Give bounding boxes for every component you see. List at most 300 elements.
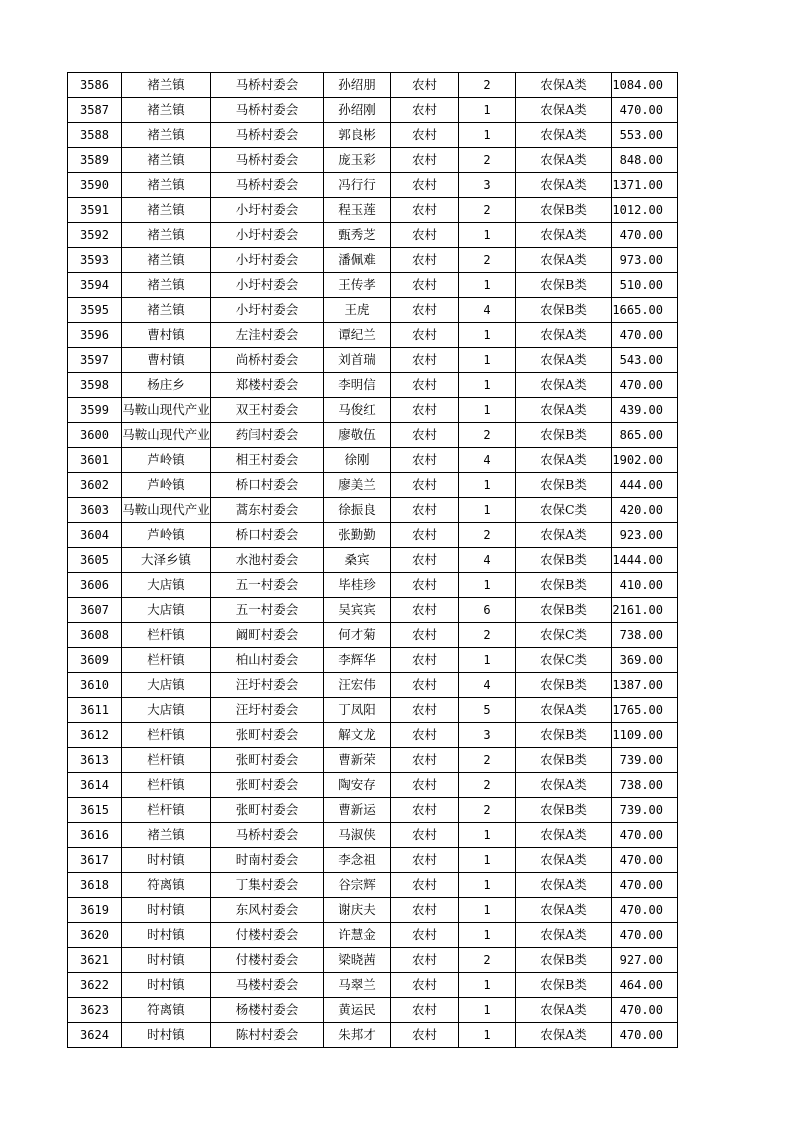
village-cell: 马桥村委会: [211, 173, 324, 198]
name-cell: 陶安存: [324, 773, 391, 798]
area-type-cell: 农村: [391, 373, 459, 398]
serial-cell: 3617: [68, 848, 122, 873]
town-cell: 马鞍山现代产业: [122, 398, 211, 423]
village-cell: 尚桥村委会: [211, 348, 324, 373]
category-cell: 农保A类: [516, 73, 612, 98]
serial-cell: 3592: [68, 223, 122, 248]
amount-cell: 444.00: [612, 473, 678, 498]
amount-cell: 369.00: [612, 648, 678, 673]
table-row: [68, 673, 678, 698]
amount-cell: 1665.00: [612, 298, 678, 323]
category-cell: 农保A类: [516, 873, 612, 898]
serial-cell: 3590: [68, 173, 122, 198]
serial-cell: 3606: [68, 573, 122, 598]
serial-cell: 3593: [68, 248, 122, 273]
category-cell: 农保A类: [516, 98, 612, 123]
serial-cell: 3596: [68, 323, 122, 348]
category-cell: 农保B类: [516, 298, 612, 323]
village-cell: 东风村委会: [211, 898, 324, 923]
household-size-cell: 1: [459, 898, 516, 923]
serial-cell: 3610: [68, 673, 122, 698]
village-cell: 张町村委会: [211, 773, 324, 798]
amount-cell: 973.00: [612, 248, 678, 273]
household-size-cell: 1: [459, 848, 516, 873]
town-cell: 褚兰镇: [122, 248, 211, 273]
village-cell: 柏山村委会: [211, 648, 324, 673]
category-cell: 农保B类: [516, 473, 612, 498]
serial-cell: 3595: [68, 298, 122, 323]
town-cell: 曹村镇: [122, 348, 211, 373]
serial-cell: 3594: [68, 273, 122, 298]
name-cell: 曹新荣: [324, 748, 391, 773]
village-cell: 张町村委会: [211, 723, 324, 748]
village-cell: 张町村委会: [211, 748, 324, 773]
household-size-cell: 2: [459, 423, 516, 448]
area-type-cell: 农村: [391, 873, 459, 898]
area-type-cell: 农村: [391, 573, 459, 598]
name-cell: 朱邦才: [324, 1023, 391, 1048]
area-type-cell: 农村: [391, 923, 459, 948]
village-cell: 马桥村委会: [211, 123, 324, 148]
serial-cell: 3603: [68, 498, 122, 523]
town-cell: 褚兰镇: [122, 148, 211, 173]
category-cell: 农保B类: [516, 548, 612, 573]
area-type-cell: 农村: [391, 648, 459, 673]
amount-cell: 470.00: [612, 1023, 678, 1048]
table-row: [68, 348, 678, 373]
name-cell: 汪宏伟: [324, 673, 391, 698]
name-cell: 谢庆夫: [324, 898, 391, 923]
amount-cell: 865.00: [612, 423, 678, 448]
household-size-cell: 1: [459, 973, 516, 998]
serial-cell: 3608: [68, 623, 122, 648]
town-cell: 褚兰镇: [122, 298, 211, 323]
village-cell: 小圩村委会: [211, 273, 324, 298]
category-cell: 农保A类: [516, 523, 612, 548]
table-row: [68, 623, 678, 648]
serial-cell: 3612: [68, 723, 122, 748]
village-cell: 小圩村委会: [211, 223, 324, 248]
amount-cell: 1387.00: [612, 673, 678, 698]
table-row: [68, 248, 678, 273]
town-cell: 褚兰镇: [122, 173, 211, 198]
category-cell: 农保A类: [516, 898, 612, 923]
category-cell: 农保B类: [516, 798, 612, 823]
household-size-cell: 2: [459, 73, 516, 98]
category-cell: 农保A类: [516, 1023, 612, 1048]
serial-cell: 3611: [68, 698, 122, 723]
amount-cell: 1109.00: [612, 723, 678, 748]
area-type-cell: 农村: [391, 448, 459, 473]
village-cell: 左洼村委会: [211, 323, 324, 348]
category-cell: 农保B类: [516, 673, 612, 698]
town-cell: 时村镇: [122, 923, 211, 948]
serial-cell: 3622: [68, 973, 122, 998]
household-size-cell: 2: [459, 248, 516, 273]
category-cell: 农保A类: [516, 248, 612, 273]
town-cell: 褚兰镇: [122, 223, 211, 248]
table-row: [68, 373, 678, 398]
table-row: [68, 123, 678, 148]
household-size-cell: 2: [459, 148, 516, 173]
area-type-cell: 农村: [391, 123, 459, 148]
village-cell: 马桥村委会: [211, 823, 324, 848]
category-cell: 农保B类: [516, 573, 612, 598]
serial-cell: 3607: [68, 598, 122, 623]
town-cell: 栏杆镇: [122, 798, 211, 823]
household-size-cell: 4: [459, 448, 516, 473]
area-type-cell: 农村: [391, 848, 459, 873]
household-size-cell: 3: [459, 723, 516, 748]
amount-cell: 420.00: [612, 498, 678, 523]
category-cell: 农保A类: [516, 448, 612, 473]
amount-cell: 439.00: [612, 398, 678, 423]
town-cell: 褚兰镇: [122, 823, 211, 848]
category-cell: 农保A类: [516, 848, 612, 873]
table-row: [68, 698, 678, 723]
category-cell: 农保A类: [516, 173, 612, 198]
table-row: [68, 273, 678, 298]
village-cell: 杨楼村委会: [211, 998, 324, 1023]
serial-cell: 3605: [68, 548, 122, 573]
name-cell: 王传孝: [324, 273, 391, 298]
town-cell: 大店镇: [122, 673, 211, 698]
amount-cell: 1765.00: [612, 698, 678, 723]
area-type-cell: 农村: [391, 673, 459, 698]
serial-cell: 3618: [68, 873, 122, 898]
town-cell: 褚兰镇: [122, 123, 211, 148]
area-type-cell: 农村: [391, 823, 459, 848]
area-type-cell: 农村: [391, 498, 459, 523]
serial-cell: 3609: [68, 648, 122, 673]
household-size-cell: 1: [459, 998, 516, 1023]
category-cell: 农保A类: [516, 823, 612, 848]
town-cell: 时村镇: [122, 948, 211, 973]
town-cell: 时村镇: [122, 1023, 211, 1048]
town-cell: 马鞍山现代产业: [122, 498, 211, 523]
name-cell: 廖敬伍: [324, 423, 391, 448]
household-size-cell: 2: [459, 198, 516, 223]
household-size-cell: 1: [459, 823, 516, 848]
table-row: [68, 998, 678, 1023]
village-cell: 马桥村委会: [211, 98, 324, 123]
household-size-cell: 1: [459, 323, 516, 348]
area-type-cell: 农村: [391, 273, 459, 298]
amount-cell: 464.00: [612, 973, 678, 998]
town-cell: 时村镇: [122, 973, 211, 998]
household-size-cell: 1: [459, 648, 516, 673]
serial-cell: 3588: [68, 123, 122, 148]
household-size-cell: 4: [459, 548, 516, 573]
household-size-cell: 1: [459, 273, 516, 298]
village-cell: 小圩村委会: [211, 298, 324, 323]
town-cell: 符离镇: [122, 998, 211, 1023]
town-cell: 栏杆镇: [122, 648, 211, 673]
table-row: [68, 798, 678, 823]
category-cell: 农保B类: [516, 723, 612, 748]
category-cell: 农保A类: [516, 323, 612, 348]
relief-table: [67, 72, 678, 1048]
area-type-cell: 农村: [391, 623, 459, 648]
serial-cell: 3587: [68, 98, 122, 123]
village-cell: 水池村委会: [211, 548, 324, 573]
amount-cell: 2161.00: [612, 598, 678, 623]
area-type-cell: 农村: [391, 473, 459, 498]
amount-cell: 738.00: [612, 623, 678, 648]
table-row: [68, 448, 678, 473]
village-cell: 桥口村委会: [211, 473, 324, 498]
table-row: [68, 873, 678, 898]
town-cell: 褚兰镇: [122, 273, 211, 298]
name-cell: 梁晓茜: [324, 948, 391, 973]
name-cell: 张勤勤: [324, 523, 391, 548]
village-cell: 汪圩村委会: [211, 673, 324, 698]
town-cell: 褚兰镇: [122, 98, 211, 123]
table-row: [68, 198, 678, 223]
table-row: [68, 898, 678, 923]
name-cell: 孙绍朋: [324, 73, 391, 98]
name-cell: 甄秀芝: [324, 223, 391, 248]
amount-cell: 470.00: [612, 898, 678, 923]
amount-cell: 410.00: [612, 573, 678, 598]
household-size-cell: 2: [459, 748, 516, 773]
category-cell: 农保A类: [516, 223, 612, 248]
village-cell: 阚町村委会: [211, 623, 324, 648]
town-cell: 芦岭镇: [122, 523, 211, 548]
name-cell: 谭纪兰: [324, 323, 391, 348]
area-type-cell: 农村: [391, 323, 459, 348]
name-cell: 马俊红: [324, 398, 391, 423]
area-type-cell: 农村: [391, 548, 459, 573]
name-cell: 冯行行: [324, 173, 391, 198]
amount-cell: 1444.00: [612, 548, 678, 573]
category-cell: 农保B类: [516, 948, 612, 973]
area-type-cell: 农村: [391, 73, 459, 98]
table-row: [68, 723, 678, 748]
category-cell: 农保B类: [516, 198, 612, 223]
village-cell: 五一村委会: [211, 598, 324, 623]
village-cell: 桥口村委会: [211, 523, 324, 548]
village-cell: 药闫村委会: [211, 423, 324, 448]
area-type-cell: 农村: [391, 223, 459, 248]
amount-cell: 1084.00: [612, 73, 678, 98]
area-type-cell: 农村: [391, 948, 459, 973]
name-cell: 曹新运: [324, 798, 391, 823]
area-type-cell: 农村: [391, 723, 459, 748]
town-cell: 时村镇: [122, 898, 211, 923]
town-cell: 大店镇: [122, 698, 211, 723]
village-cell: 马桥村委会: [211, 148, 324, 173]
town-cell: 符离镇: [122, 873, 211, 898]
area-type-cell: 农村: [391, 1023, 459, 1048]
town-cell: 栏杆镇: [122, 748, 211, 773]
category-cell: 农保A类: [516, 348, 612, 373]
household-size-cell: 1: [459, 98, 516, 123]
village-cell: 小圩村委会: [211, 198, 324, 223]
name-cell: 李辉华: [324, 648, 391, 673]
area-type-cell: 农村: [391, 598, 459, 623]
table-row: [68, 98, 678, 123]
table-row: [68, 498, 678, 523]
village-cell: 马桥村委会: [211, 73, 324, 98]
category-cell: 农保B类: [516, 423, 612, 448]
village-cell: 付楼村委会: [211, 948, 324, 973]
serial-cell: 3621: [68, 948, 122, 973]
area-type-cell: 农村: [391, 698, 459, 723]
name-cell: 许慧金: [324, 923, 391, 948]
amount-cell: 470.00: [612, 998, 678, 1023]
area-type-cell: 农村: [391, 198, 459, 223]
town-cell: 大店镇: [122, 598, 211, 623]
serial-cell: 3623: [68, 998, 122, 1023]
name-cell: 解文龙: [324, 723, 391, 748]
serial-cell: 3613: [68, 748, 122, 773]
table-row: [68, 598, 678, 623]
table-row: [68, 948, 678, 973]
village-cell: 时南村委会: [211, 848, 324, 873]
village-cell: 付楼村委会: [211, 923, 324, 948]
town-cell: 大泽乡镇: [122, 548, 211, 573]
amount-cell: 543.00: [612, 348, 678, 373]
serial-cell: 3597: [68, 348, 122, 373]
name-cell: 孙绍刚: [324, 98, 391, 123]
category-cell: 农保B类: [516, 273, 612, 298]
area-type-cell: 农村: [391, 423, 459, 448]
area-type-cell: 农村: [391, 973, 459, 998]
household-size-cell: 2: [459, 623, 516, 648]
table-row: [68, 823, 678, 848]
amount-cell: 739.00: [612, 748, 678, 773]
village-cell: 郑楼村委会: [211, 373, 324, 398]
area-type-cell: 农村: [391, 523, 459, 548]
name-cell: 马淑侠: [324, 823, 391, 848]
category-cell: 农保A类: [516, 773, 612, 798]
table-row: [68, 748, 678, 773]
amount-cell: 470.00: [612, 223, 678, 248]
serial-cell: 3601: [68, 448, 122, 473]
town-cell: 曹村镇: [122, 323, 211, 348]
serial-cell: 3586: [68, 73, 122, 98]
amount-cell: 510.00: [612, 273, 678, 298]
name-cell: 刘首瑞: [324, 348, 391, 373]
village-cell: 蒿东村委会: [211, 498, 324, 523]
table-row: [68, 148, 678, 173]
category-cell: 农保C类: [516, 623, 612, 648]
name-cell: 黄运民: [324, 998, 391, 1023]
village-cell: 双王村委会: [211, 398, 324, 423]
serial-cell: 3602: [68, 473, 122, 498]
amount-cell: 470.00: [612, 848, 678, 873]
area-type-cell: 农村: [391, 898, 459, 923]
amount-cell: 1012.00: [612, 198, 678, 223]
town-cell: 杨庄乡: [122, 373, 211, 398]
household-size-cell: 1: [459, 348, 516, 373]
serial-cell: 3619: [68, 898, 122, 923]
area-type-cell: 农村: [391, 773, 459, 798]
household-size-cell: 5: [459, 698, 516, 723]
name-cell: 潘佩难: [324, 248, 391, 273]
name-cell: 何才菊: [324, 623, 391, 648]
serial-cell: 3591: [68, 198, 122, 223]
category-cell: 农保B类: [516, 973, 612, 998]
name-cell: 李明信: [324, 373, 391, 398]
name-cell: 丁凤阳: [324, 698, 391, 723]
category-cell: 农保B类: [516, 748, 612, 773]
serial-cell: 3624: [68, 1023, 122, 1048]
table-body: [68, 73, 678, 1048]
village-cell: 马楼村委会: [211, 973, 324, 998]
table-row: [68, 298, 678, 323]
category-cell: 农保C类: [516, 498, 612, 523]
amount-cell: 470.00: [612, 823, 678, 848]
household-size-cell: 6: [459, 598, 516, 623]
household-size-cell: 1: [459, 923, 516, 948]
serial-cell: 3614: [68, 773, 122, 798]
household-size-cell: 1: [459, 398, 516, 423]
amount-cell: 1902.00: [612, 448, 678, 473]
table-row: [68, 848, 678, 873]
amount-cell: 927.00: [612, 948, 678, 973]
table-row: [68, 173, 678, 198]
name-cell: 徐振良: [324, 498, 391, 523]
amount-cell: 470.00: [612, 923, 678, 948]
table-row: [68, 73, 678, 98]
village-cell: 陈村村委会: [211, 1023, 324, 1048]
serial-cell: 3599: [68, 398, 122, 423]
household-size-cell: 1: [459, 573, 516, 598]
village-cell: 五一村委会: [211, 573, 324, 598]
amount-cell: 553.00: [612, 123, 678, 148]
household-size-cell: 1: [459, 1023, 516, 1048]
serial-cell: 3600: [68, 423, 122, 448]
name-cell: 吴宾宾: [324, 598, 391, 623]
town-cell: 大店镇: [122, 573, 211, 598]
household-size-cell: 2: [459, 798, 516, 823]
serial-cell: 3615: [68, 798, 122, 823]
household-size-cell: 2: [459, 773, 516, 798]
town-cell: 褚兰镇: [122, 198, 211, 223]
category-cell: 农保A类: [516, 148, 612, 173]
category-cell: 农保A类: [516, 123, 612, 148]
name-cell: 程玉莲: [324, 198, 391, 223]
town-cell: 栏杆镇: [122, 773, 211, 798]
serial-cell: 3598: [68, 373, 122, 398]
table-row: [68, 973, 678, 998]
name-cell: 毕桂珍: [324, 573, 391, 598]
relief-table-page: [67, 72, 677, 1048]
category-cell: 农保A类: [516, 398, 612, 423]
household-size-cell: 4: [459, 673, 516, 698]
household-size-cell: 1: [459, 373, 516, 398]
table-row: [68, 548, 678, 573]
village-cell: 张町村委会: [211, 798, 324, 823]
area-type-cell: 农村: [391, 798, 459, 823]
category-cell: 农保A类: [516, 698, 612, 723]
name-cell: 谷宗辉: [324, 873, 391, 898]
table-row: [68, 1023, 678, 1048]
town-cell: 褚兰镇: [122, 73, 211, 98]
amount-cell: 470.00: [612, 323, 678, 348]
serial-cell: 3589: [68, 148, 122, 173]
area-type-cell: 农村: [391, 98, 459, 123]
name-cell: 李念祖: [324, 848, 391, 873]
amount-cell: 470.00: [612, 873, 678, 898]
name-cell: 庞玉彩: [324, 148, 391, 173]
name-cell: 郭良彬: [324, 123, 391, 148]
town-cell: 芦岭镇: [122, 473, 211, 498]
household-size-cell: 2: [459, 948, 516, 973]
town-cell: 时村镇: [122, 848, 211, 873]
